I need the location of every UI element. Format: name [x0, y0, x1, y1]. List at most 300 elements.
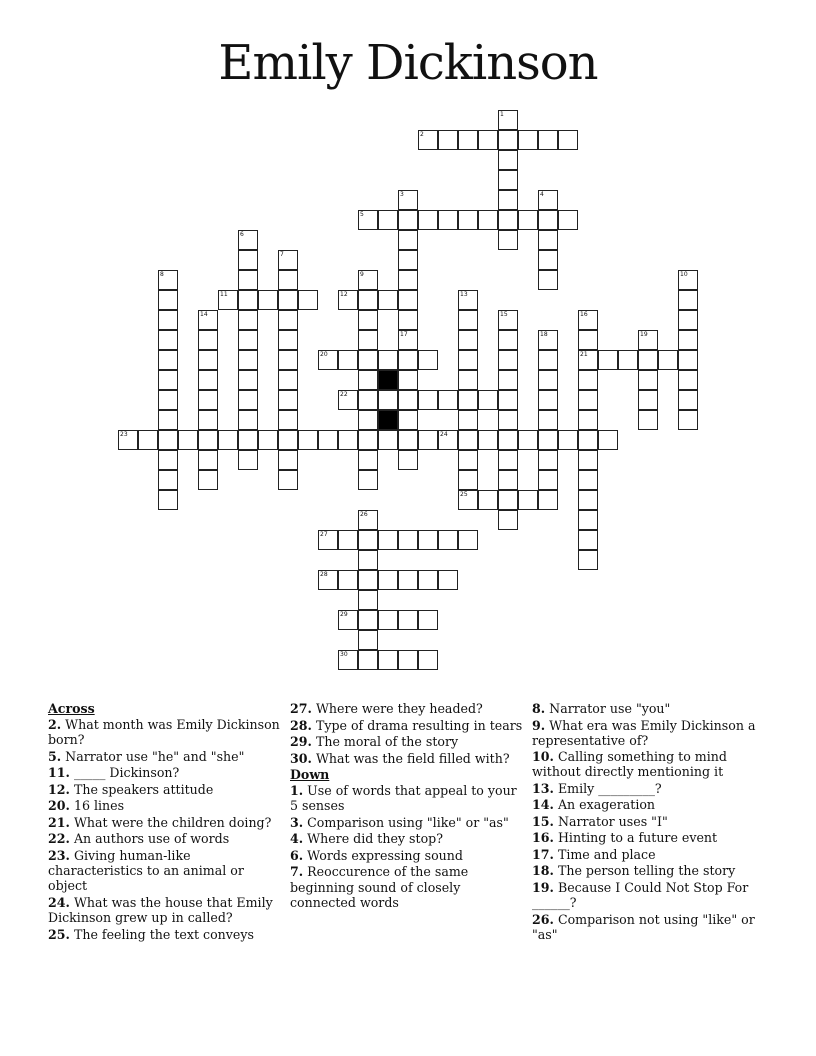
grid-cell[interactable] — [198, 350, 218, 370]
grid-cell[interactable] — [478, 210, 498, 230]
clue-text: Reoccurence of the same beginning sound of closely connected words — [290, 864, 469, 910]
cell-number: 30 — [340, 651, 348, 658]
grid-cell[interactable] — [398, 350, 418, 370]
clues-column-2 — [290, 701, 528, 911]
clue-text: Time and place — [557, 846, 656, 862]
clue-text: The feeling the text conveys — [73, 926, 254, 942]
grid-cell[interactable] — [578, 550, 598, 570]
grid-cell[interactable] — [438, 210, 458, 230]
grid-cell[interactable] — [378, 210, 398, 230]
across-clue — [48, 798, 286, 813]
grid-cell[interactable] — [298, 430, 318, 450]
clue-text: An exageration — [557, 797, 656, 813]
grid-cell[interactable] — [678, 310, 698, 330]
clue-number: 13. — [532, 780, 554, 796]
cell-number: 16 — [580, 311, 588, 318]
grid-cell[interactable] — [398, 230, 418, 250]
grid-cell[interactable] — [218, 290, 238, 310]
grid-cell[interactable] — [438, 430, 458, 450]
clue-number: 8. — [532, 701, 546, 716]
grid-block — [378, 410, 398, 430]
grid-cell[interactable] — [538, 250, 558, 270]
grid-cell[interactable] — [438, 570, 458, 590]
grid-cell[interactable] — [358, 350, 378, 370]
grid-cell[interactable] — [478, 130, 498, 150]
clue-number: 1. — [290, 783, 304, 799]
grid-cell[interactable] — [278, 270, 298, 290]
grid-cell[interactable] — [338, 530, 358, 550]
grid-cell[interactable] — [578, 430, 598, 450]
grid-cell[interactable] — [158, 330, 178, 350]
grid-cell[interactable] — [458, 330, 478, 350]
grid-cell[interactable] — [578, 510, 598, 530]
grid-cell[interactable] — [318, 350, 338, 370]
clue-text: _____ Dickinson? — [73, 765, 180, 781]
grid-cell[interactable] — [638, 350, 658, 370]
grid-cell[interactable] — [498, 310, 518, 330]
grid-cell[interactable] — [558, 130, 578, 150]
grid-cell[interactable] — [518, 210, 538, 230]
clue-text: The moral of the story — [315, 734, 459, 749]
grid-cell[interactable] — [378, 430, 398, 450]
grid-cell[interactable] — [498, 390, 518, 410]
grid-cell[interactable] — [418, 530, 438, 550]
clue-number: 30. — [290, 750, 312, 766]
grid-cell[interactable] — [298, 290, 318, 310]
clue-text: What was the house that Emily Dickinson grew up in called? — [48, 894, 273, 926]
grid-cell[interactable] — [218, 430, 238, 450]
grid-cell[interactable] — [498, 130, 518, 150]
grid-cell[interactable] — [198, 330, 218, 350]
grid-cell[interactable] — [538, 370, 558, 390]
grid-cell[interactable] — [398, 450, 418, 470]
clue-number: 7. — [290, 864, 304, 880]
cell-number: 20 — [320, 351, 328, 358]
clue-heading: Down — [290, 767, 330, 782]
grid-cell[interactable] — [358, 370, 378, 390]
down-clue — [290, 864, 528, 910]
cell-number: 6 — [240, 231, 244, 238]
grid-cell[interactable] — [238, 410, 258, 430]
clue-number: 11. — [48, 765, 70, 781]
cell-number: 7 — [280, 251, 284, 258]
grid-cell[interactable] — [638, 390, 658, 410]
grid-cell[interactable] — [198, 370, 218, 390]
clue-text: Narrator use "you" — [549, 701, 671, 716]
grid-cell[interactable] — [538, 330, 558, 350]
grid-cell[interactable] — [158, 310, 178, 330]
grid-cell[interactable] — [198, 450, 218, 470]
cell-number: 25 — [460, 491, 468, 498]
cell-number: 10 — [680, 271, 688, 278]
grid-cell[interactable] — [338, 390, 358, 410]
grid-cell[interactable] — [458, 490, 478, 510]
grid-cell[interactable] — [158, 390, 178, 410]
grid-cell[interactable] — [278, 470, 298, 490]
grid-cell[interactable] — [358, 270, 378, 290]
grid-cell[interactable] — [498, 230, 518, 250]
cell-number: 22 — [340, 391, 348, 398]
grid-cell[interactable] — [278, 290, 298, 310]
grid-cell[interactable] — [278, 430, 298, 450]
grid-cell[interactable] — [478, 430, 498, 450]
grid-cell[interactable] — [458, 350, 478, 370]
grid-cell[interactable] — [398, 570, 418, 590]
grid-cell[interactable] — [358, 470, 378, 490]
grid-cell[interactable] — [258, 290, 278, 310]
down-clue — [532, 781, 772, 796]
clue-text: Where were they headed? — [315, 701, 483, 716]
clue-number: 21. — [48, 814, 70, 830]
down-clue — [532, 847, 772, 862]
grid-cell[interactable] — [458, 430, 478, 450]
grid-cell[interactable] — [438, 130, 458, 150]
grid-cell[interactable] — [158, 410, 178, 430]
clue-number: 29. — [290, 734, 312, 749]
clue-number: 24. — [48, 894, 70, 910]
grid-cell[interactable] — [158, 470, 178, 490]
grid-cell[interactable] — [358, 210, 378, 230]
grid-cell[interactable] — [398, 430, 418, 450]
clue-number: 19. — [532, 879, 554, 895]
clue-number: 6. — [290, 847, 304, 863]
grid-cell[interactable] — [418, 650, 438, 670]
grid-cell[interactable] — [518, 430, 538, 450]
cell-number: 5 — [360, 211, 364, 218]
grid-cell[interactable] — [638, 410, 658, 430]
grid-cell[interactable] — [598, 350, 618, 370]
grid-cell[interactable] — [358, 290, 378, 310]
across-clue — [48, 815, 286, 830]
grid-cell[interactable] — [538, 410, 558, 430]
grid-cell[interactable] — [538, 430, 558, 450]
grid-cell[interactable] — [578, 530, 598, 550]
grid-cell[interactable] — [158, 370, 178, 390]
grid-cell[interactable] — [158, 450, 178, 470]
grid-cell[interactable] — [498, 410, 518, 430]
grid-cell[interactable] — [458, 530, 478, 550]
grid-cell[interactable] — [158, 350, 178, 370]
grid-cell[interactable] — [418, 570, 438, 590]
grid-cell[interactable] — [438, 390, 458, 410]
grid-cell[interactable] — [678, 350, 698, 370]
grid-cell[interactable] — [438, 530, 458, 550]
cell-number: 21 — [580, 351, 588, 358]
grid-cell[interactable] — [338, 650, 358, 670]
grid-cell[interactable] — [278, 370, 298, 390]
grid-cell[interactable] — [238, 290, 258, 310]
grid-cell[interactable] — [398, 190, 418, 210]
grid-cell[interactable] — [238, 390, 258, 410]
grid-cell[interactable] — [358, 510, 378, 530]
grid-cell[interactable] — [398, 410, 418, 430]
grid-cell[interactable] — [398, 370, 418, 390]
grid-cell[interactable] — [338, 290, 358, 310]
grid-cell[interactable] — [418, 350, 438, 370]
clue-text: Words expressing sound — [307, 847, 463, 863]
grid-cell[interactable] — [558, 210, 578, 230]
grid-cell[interactable] — [538, 210, 558, 230]
across-clue — [290, 718, 528, 733]
grid-cell[interactable] — [578, 390, 598, 410]
grid-cell[interactable] — [458, 390, 478, 410]
cell-number: 12 — [340, 291, 348, 298]
grid-cell[interactable] — [338, 610, 358, 630]
cell-number: 13 — [460, 291, 468, 298]
grid-cell[interactable] — [538, 230, 558, 250]
grid-cell[interactable] — [518, 490, 538, 510]
across-clue — [48, 765, 286, 780]
grid-cell[interactable] — [278, 350, 298, 370]
clue-number: 10. — [532, 749, 554, 765]
grid-cell[interactable] — [278, 310, 298, 330]
grid-cell[interactable] — [678, 270, 698, 290]
grid-cell[interactable] — [458, 370, 478, 390]
grid-cell[interactable] — [158, 490, 178, 510]
grid-cell[interactable] — [578, 370, 598, 390]
clue-number: 26. — [532, 911, 554, 927]
grid-cell[interactable] — [358, 390, 378, 410]
grid-cell[interactable] — [118, 430, 138, 450]
grid-cell[interactable] — [318, 430, 338, 450]
cell-number: 11 — [220, 291, 228, 298]
cell-number: 8 — [160, 271, 164, 278]
grid-cell[interactable] — [398, 210, 418, 230]
grid-cell[interactable] — [198, 430, 218, 450]
grid-cell[interactable] — [418, 130, 438, 150]
grid-cell[interactable] — [378, 610, 398, 630]
clue-number: 18. — [532, 863, 554, 879]
grid-cell[interactable] — [558, 430, 578, 450]
clue-number: 27. — [290, 701, 312, 716]
grid-cell[interactable] — [458, 410, 478, 430]
grid-cell[interactable] — [398, 310, 418, 330]
across-clue — [290, 734, 528, 749]
clue-text: What month was Emily Dickinson born? — [48, 717, 280, 748]
grid-cell[interactable] — [358, 530, 378, 550]
grid-cell[interactable] — [398, 330, 418, 350]
grid-cell[interactable] — [538, 130, 558, 150]
grid-cell[interactable] — [358, 590, 378, 610]
grid-cell[interactable] — [498, 430, 518, 450]
grid-cell[interactable] — [238, 250, 258, 270]
down-clue — [532, 863, 772, 878]
grid-cell[interactable] — [678, 390, 698, 410]
cell-number: 26 — [360, 511, 368, 518]
grid-cell[interactable] — [338, 350, 358, 370]
grid-cell[interactable] — [358, 550, 378, 570]
grid-cell[interactable] — [498, 450, 518, 470]
clue-text: Narrator use "he" and "she" — [65, 748, 245, 764]
grid-cell[interactable] — [198, 470, 218, 490]
clue-text: What was the field filled with? — [315, 750, 510, 766]
clue-text: What era was Emily Dickinson a representative of? — [532, 717, 756, 748]
grid-cell[interactable] — [598, 430, 618, 450]
grid-cell[interactable] — [138, 430, 158, 450]
grid-cell[interactable] — [478, 490, 498, 510]
grid-cell[interactable] — [498, 510, 518, 530]
grid-cell[interactable] — [398, 610, 418, 630]
grid-cell[interactable] — [238, 370, 258, 390]
grid-cell[interactable] — [198, 410, 218, 430]
grid-cell[interactable] — [418, 610, 438, 630]
grid-cell[interactable] — [498, 330, 518, 350]
grid-cell[interactable] — [178, 430, 198, 450]
grid-cell[interactable] — [638, 370, 658, 390]
clues-column-1 — [48, 701, 286, 943]
grid-cell[interactable] — [158, 430, 178, 450]
down-clue — [290, 848, 528, 863]
grid-cell[interactable] — [458, 310, 478, 330]
grid-cell[interactable] — [458, 290, 478, 310]
grid-cell[interactable] — [338, 570, 358, 590]
grid-cell[interactable] — [638, 330, 658, 350]
grid-cell[interactable] — [158, 290, 178, 310]
grid-cell[interactable] — [678, 410, 698, 430]
grid-cell[interactable] — [238, 310, 258, 330]
grid-cell[interactable] — [278, 390, 298, 410]
grid-cell[interactable] — [238, 330, 258, 350]
clue-text: 16 lines — [73, 798, 125, 814]
clue-number: 17. — [532, 846, 554, 862]
grid-cell[interactable] — [498, 110, 518, 130]
grid-cell[interactable] — [358, 330, 378, 350]
grid-cell[interactable] — [458, 210, 478, 230]
clue-number: 22. — [48, 831, 70, 847]
clue-text: Narrator uses "I" — [557, 813, 668, 829]
grid-cell[interactable] — [378, 390, 398, 410]
grid-cell[interactable] — [278, 330, 298, 350]
grid-cell[interactable] — [578, 310, 598, 330]
clue-text: Emily _________? — [557, 780, 662, 796]
grid-cell[interactable] — [338, 430, 358, 450]
cell-number: 19 — [640, 331, 648, 338]
cell-number: 2 — [420, 131, 424, 138]
down-clue — [532, 830, 772, 845]
grid-cell[interactable] — [398, 390, 418, 410]
grid-cell[interactable] — [578, 450, 598, 470]
clue-number: 5. — [48, 748, 62, 764]
grid-cell[interactable] — [398, 250, 418, 270]
grid-cell[interactable] — [578, 490, 598, 510]
grid-cell[interactable] — [358, 410, 378, 430]
grid-cell[interactable] — [458, 470, 478, 490]
grid-cell[interactable] — [398, 530, 418, 550]
grid-cell[interactable] — [378, 530, 398, 550]
grid-cell[interactable] — [498, 190, 518, 210]
grid-cell[interactable] — [538, 490, 558, 510]
down-clue — [532, 797, 772, 812]
clue-text: Comparison not using "like" or "as" — [532, 911, 755, 942]
grid-cell[interactable] — [498, 150, 518, 170]
grid-cell[interactable] — [398, 270, 418, 290]
grid-cell[interactable] — [378, 290, 398, 310]
grid-cell[interactable] — [678, 370, 698, 390]
grid-cell[interactable] — [418, 430, 438, 450]
grid-cell[interactable] — [358, 430, 378, 450]
grid-cell[interactable] — [498, 350, 518, 370]
grid-cell[interactable] — [458, 450, 478, 470]
grid-cell[interactable] — [498, 170, 518, 190]
grid-cell[interactable] — [658, 350, 678, 370]
grid-cell[interactable] — [538, 190, 558, 210]
grid-cell[interactable] — [498, 370, 518, 390]
grid-cell[interactable] — [278, 450, 298, 470]
grid-cell[interactable] — [198, 310, 218, 330]
grid-cell[interactable] — [238, 230, 258, 250]
clues-column-3 — [532, 701, 772, 943]
grid-cell[interactable] — [538, 270, 558, 290]
grid-cell[interactable] — [498, 470, 518, 490]
grid-cell[interactable] — [158, 270, 178, 290]
clue-number: 25. — [48, 926, 70, 942]
grid-cell[interactable] — [318, 570, 338, 590]
grid-cell[interactable] — [518, 130, 538, 150]
clue-text: Type of drama resulting in tears — [315, 717, 523, 733]
cell-number: 9 — [360, 271, 364, 278]
grid-cell[interactable] — [278, 410, 298, 430]
grid-cell[interactable] — [578, 350, 598, 370]
grid-cell[interactable] — [578, 330, 598, 350]
clue-text: Comparison using "like" or "as" — [307, 814, 509, 830]
grid-cell[interactable] — [358, 310, 378, 330]
grid-cell[interactable] — [538, 390, 558, 410]
grid-cell[interactable] — [538, 470, 558, 490]
grid-cell[interactable] — [678, 330, 698, 350]
grid-cell[interactable] — [358, 570, 378, 590]
grid-cell[interactable] — [418, 390, 438, 410]
clue-number: 15. — [532, 813, 554, 829]
grid-cell[interactable] — [398, 290, 418, 310]
grid-cell[interactable] — [278, 250, 298, 270]
grid-cell[interactable] — [238, 350, 258, 370]
cell-number: 14 — [200, 311, 208, 318]
grid-cell[interactable] — [498, 490, 518, 510]
clue-number: 20. — [48, 798, 70, 814]
grid-cell[interactable] — [358, 650, 378, 670]
grid-cell[interactable] — [458, 130, 478, 150]
down-clue — [532, 912, 772, 942]
grid-cell[interactable] — [258, 430, 278, 450]
grid-cell[interactable] — [498, 210, 518, 230]
cell-number: 28 — [320, 571, 328, 578]
grid-cell[interactable] — [358, 450, 378, 470]
grid-cell[interactable] — [578, 470, 598, 490]
grid-cell[interactable] — [378, 650, 398, 670]
clue-number: 3. — [290, 814, 304, 830]
grid-cell[interactable] — [378, 350, 398, 370]
grid-cell[interactable] — [198, 390, 218, 410]
grid-cell[interactable] — [238, 270, 258, 290]
clue-number: 12. — [48, 781, 70, 797]
grid-cell[interactable] — [378, 570, 398, 590]
clue-number: 16. — [532, 830, 554, 846]
grid-cell[interactable] — [418, 210, 438, 230]
clue-text: An authors use of words — [73, 831, 230, 847]
grid-cell[interactable] — [358, 610, 378, 630]
grid-cell[interactable] — [478, 390, 498, 410]
grid-cell[interactable] — [238, 450, 258, 470]
grid-cell[interactable] — [678, 290, 698, 310]
grid-cell[interactable] — [578, 410, 598, 430]
grid-cell[interactable] — [398, 650, 418, 670]
grid-cell[interactable] — [618, 350, 638, 370]
grid-cell[interactable] — [538, 350, 558, 370]
grid-cell[interactable] — [538, 450, 558, 470]
grid-cell[interactable] — [238, 430, 258, 450]
grid-cell[interactable] — [318, 530, 338, 550]
grid-cell[interactable] — [358, 630, 378, 650]
